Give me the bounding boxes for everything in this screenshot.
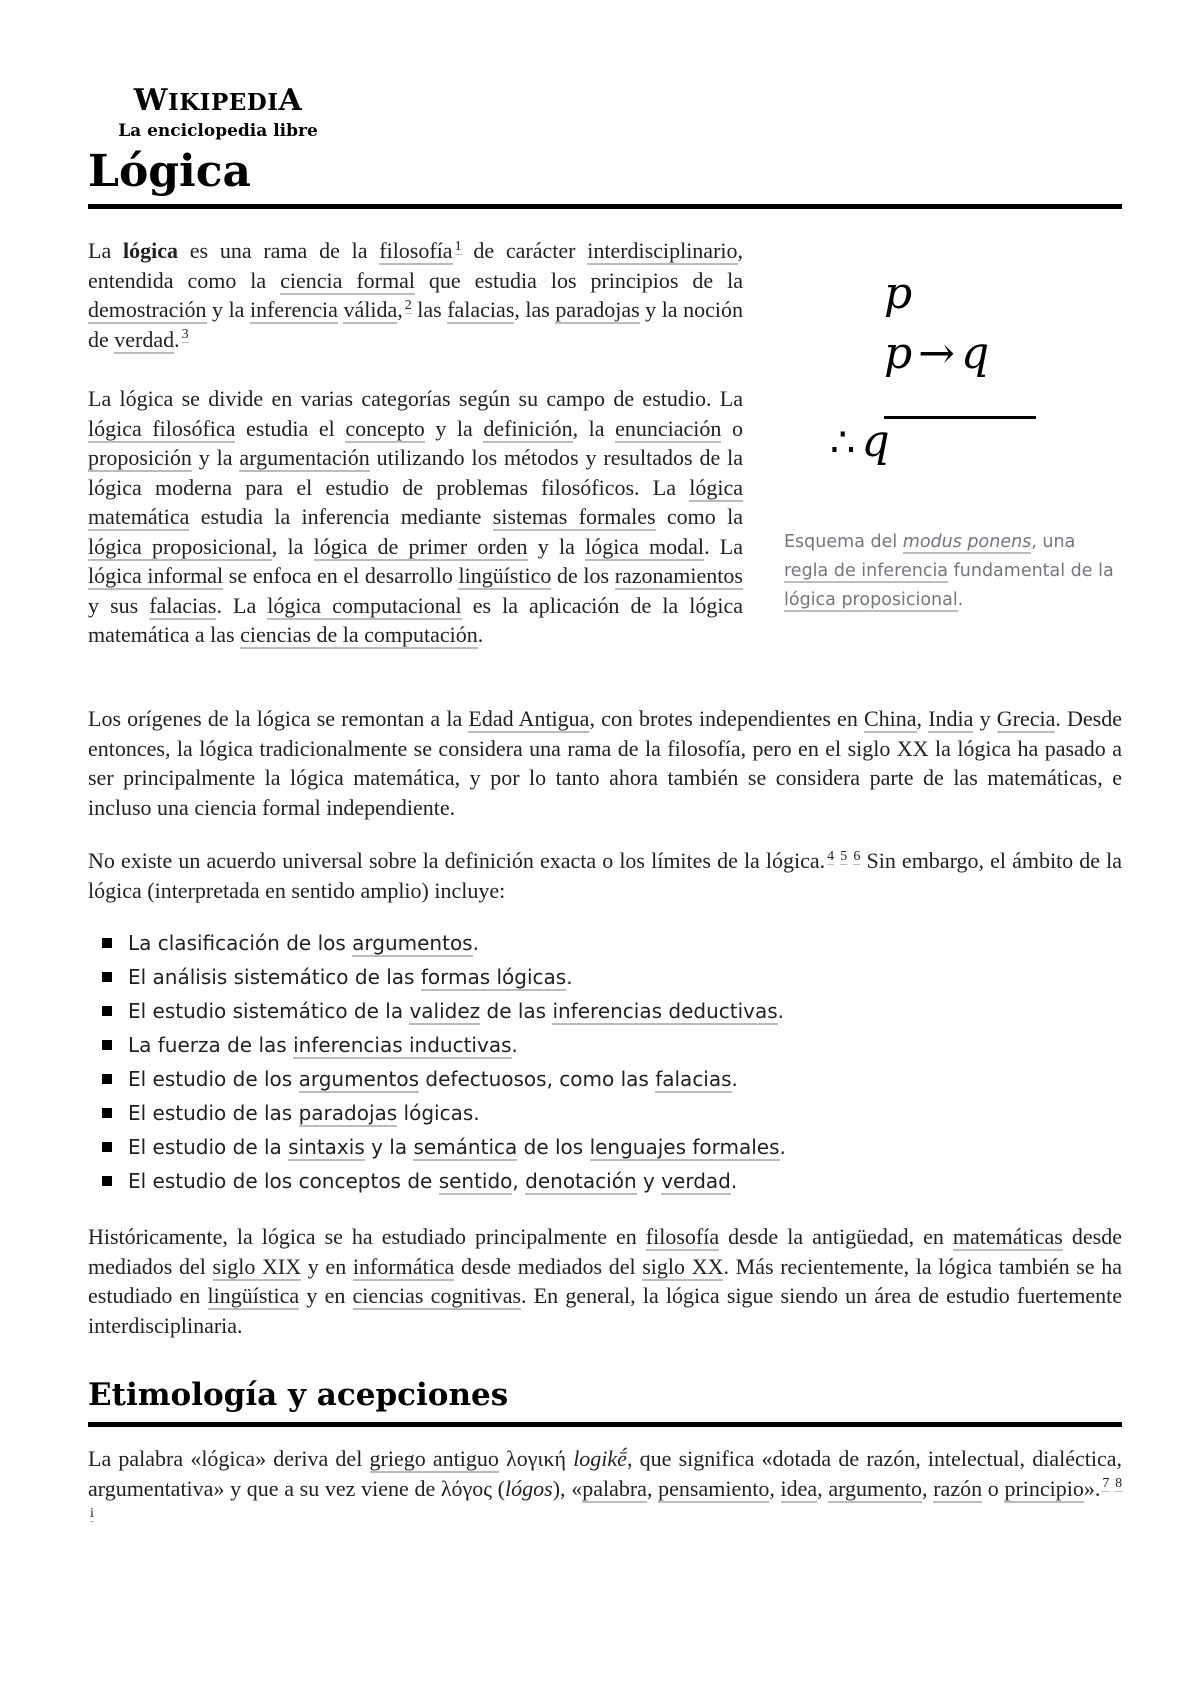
- list-item: El estudio de los argumentos defectuosos, como las falacias.: [88, 1062, 1088, 1096]
- section-heading-etimologia: Etimología y acepciones: [88, 1372, 1122, 1427]
- link-falacias[interactable]: falacias: [447, 297, 515, 322]
- link-grecia[interactable]: Grecia: [996, 706, 1056, 731]
- link-concepto[interactable]: concepto: [345, 415, 425, 441]
- link-logica-proposicional[interactable]: lógica proposicional: [88, 533, 272, 559]
- therefore-symbol: ∴: [830, 420, 856, 466]
- link-china[interactable]: China: [863, 706, 917, 731]
- list-item: El estudio de la sintaxis y la semántica de los lenguajes formales.: [88, 1130, 1088, 1164]
- link-proposicion[interactable]: proposición: [88, 445, 192, 470]
- link-denotacion[interactable]: denotación: [525, 1169, 637, 1193]
- implies-arrow: →: [918, 328, 956, 379]
- list-item: La fuerza de las inferencias inductivas.: [88, 1028, 1088, 1062]
- link-verdad-2[interactable]: verdad: [661, 1169, 731, 1193]
- bullet-icon: [102, 1176, 112, 1186]
- paragraph-scope: No existe un acuerdo universal sobre la definición exacta o los límites de la lógica. $^{4 5 6}$ Sin embargo, el ámbito de la lógica (interpretada en sentido amplio) incluye:: [88, 848, 1123, 903]
- link-falacias-2[interactable]: falacias: [149, 592, 217, 618]
- bullet-icon: [102, 1040, 112, 1050]
- formula-conclusion: ∴ q: [830, 416, 890, 467]
- wikipedia-logo[interactable]: [118, 84, 318, 141]
- link-linguistica[interactable]: lingüística: [207, 1283, 300, 1308]
- bullet-icon: [102, 1006, 112, 1016]
- link-ciencia-formal[interactable]: ciencia formal: [280, 267, 415, 293]
- link-logica-primer-orden[interactable]: lógica de primer orden: [313, 533, 528, 559]
- bullet-icon: [102, 1074, 112, 1084]
- link-india[interactable]: India: [928, 706, 974, 731]
- link-semantica[interactable]: semántica: [413, 1135, 518, 1159]
- link-demostracion[interactable]: demostración: [88, 297, 207, 322]
- link-enunciacion[interactable]: enunciación: [615, 415, 722, 441]
- link-ciencias-computacion[interactable]: ciencias de la computación: [240, 622, 478, 647]
- figure-caption: Esquema del modus ponens, una regla de inferencia fundamental de la lógica proposicional.: [784, 532, 1114, 610]
- link-modus-ponens[interactable]: modus ponens: [902, 532, 1032, 552]
- formula-rule-line: [884, 416, 1036, 419]
- bullet-icon: [102, 972, 112, 982]
- logo-wordmark: WIKIPEDIA: [133, 83, 303, 118]
- logo-tagline: La enciclopedia libre: [118, 121, 318, 141]
- ref-5[interactable]: 5: [840, 848, 848, 864]
- note-i[interactable]: i: [90, 1505, 94, 1521]
- bullet-icon: [102, 1108, 112, 1118]
- link-formas-logicas[interactable]: formas lógicas: [420, 965, 567, 989]
- link-matematicas[interactable]: matemáticas: [952, 1224, 1063, 1249]
- link-informatica[interactable]: informática: [352, 1253, 455, 1279]
- ref-4[interactable]: 4: [827, 848, 835, 864]
- paragraph-origins: Los orígenes de la lógica se remontan a la Edad Antigua, con brotes independientes en China, India y Grecia. Desde entonces, la lógica tradicionalmente se considera una rama de la filosofía, pero en el siglo XX la lógica ha pasado a ser principalmente la lógica matemática, y por lo tanto ahora también se considera parte de las matemáticas, e incluso una ciencia formal independiente.: [88, 706, 1123, 820]
- link-logica-modal[interactable]: lógica modal: [585, 533, 705, 559]
- link-razonamientos[interactable]: razonamientos: [614, 563, 743, 588]
- list-item: El estudio de las paradojas lógicas.: [88, 1096, 1088, 1130]
- ref-2[interactable]: 2: [404, 297, 412, 313]
- ref-8[interactable]: 8: [1115, 1476, 1123, 1492]
- link-idea[interactable]: idea: [780, 1475, 818, 1501]
- link-ciencias-cognitivas[interactable]: ciencias cognitivas: [352, 1283, 522, 1308]
- lead-paragraph-2: La lógica se divide en varias categorías según su campo de estudio. La lógica filosófica estudia el concepto y la definición, la enunciación o proposición y la argumentación utilizando los métodos y resultados de la lógica moderna para el estudio de problemas filosóficos. La lógica matemática estudia la inferencia mediante sistemas formales como la lógica proposicional, la lógica de primer orden y la lógica modal. La lógica informal se enfoca en el desarrollo lingüístico de los razonamientos y sus falacias. La lógica computacional es la aplicación de la lógica matemática a las ciencias de la computación.: [88, 386, 744, 647]
- link-argumentacion[interactable]: argumentación: [239, 445, 370, 470]
- link-sentido[interactable]: sentido: [438, 1169, 513, 1193]
- paragraph-history: Históricamente, la lógica se ha estudiado principalmente en filosofía desde la antigüedad, en matemáticas desde mediados del siglo XIX y en informática desde mediados del siglo XX. Más recientemente, la lógica también se ha estudiado en lingüística y en ciencias cognitivas. En general, la lógica sigue siendo un área de estudio fuertemente interdisciplinaria.: [88, 1224, 1123, 1338]
- link-inferencias-inductivas[interactable]: inferencias inductivas: [293, 1033, 512, 1057]
- bullet-icon: [102, 938, 112, 948]
- link-verdad[interactable]: verdad: [114, 326, 175, 352]
- link-logica-informal[interactable]: lógica informal: [88, 563, 224, 588]
- formula-premise-2: p → q: [884, 328, 990, 379]
- link-paradojas-2[interactable]: paradojas: [298, 1101, 398, 1125]
- link-logica-computacional[interactable]: lógica computacional: [267, 592, 462, 618]
- link-definicion[interactable]: definición: [483, 415, 573, 441]
- link-logica-filosofica[interactable]: lógica filosófica: [88, 415, 236, 441]
- link-palabra[interactable]: palabra: [582, 1475, 647, 1501]
- page-title: Lógica: [88, 144, 1122, 209]
- ref-3[interactable]: 3: [181, 327, 189, 343]
- list-item: El análisis sistemático de las formas lógicas.: [88, 960, 1088, 994]
- link-sintaxis[interactable]: sintaxis: [288, 1135, 365, 1159]
- link-edad-antigua[interactable]: Edad Antigua: [468, 706, 590, 731]
- link-lenguajes-formales[interactable]: lenguajes formales: [589, 1135, 780, 1159]
- bullet-icon: [102, 1142, 112, 1152]
- link-logica-matematica[interactable]: lógica matemática: [88, 474, 743, 529]
- ref-1[interactable]: 1: [454, 238, 462, 254]
- link-interdisciplinario[interactable]: interdisciplinario: [587, 238, 738, 263]
- link-logica-proposicional-caption[interactable]: lógica proposicional: [784, 590, 958, 610]
- paragraph-etymology: La palabra «lógica» deriva del griego antiguo λογική logikḗ, que significa «dotada de razón, intelectual, dialéctica, argumentativa» y que a su vez viene de λόγος (lógos), «palabra, pensamiento, idea, argumento, razón o principio». $^{7 8 i}$: [88, 1446, 1123, 1521]
- link-falacias-3[interactable]: falacias: [655, 1067, 732, 1091]
- link-filosofia[interactable]: filosofía: [379, 238, 453, 263]
- ref-6[interactable]: 6: [853, 848, 861, 864]
- modus-ponens-figure: [784, 268, 1122, 610]
- link-siglo-xix[interactable]: siglo XIX: [212, 1253, 302, 1279]
- list-item: El estudio sistemático de la validez de las inferencias deductivas.: [88, 994, 1088, 1028]
- ref-7[interactable]: 7: [1102, 1476, 1110, 1492]
- link-razon[interactable]: razón: [933, 1475, 983, 1501]
- lead-paragraph-1: La lógica es una rama de la filosofía $^1$ de carácter interdisciplinario, entendida como la ciencia formal que estudia los principios de la demostración y la inferencia válida, $^2$ las falacias, las paradojas y la noción de verdad. $^3$: [88, 238, 744, 352]
- link-argumentos-2[interactable]: argumentos: [298, 1067, 420, 1091]
- link-paradojas[interactable]: paradojas: [555, 297, 640, 322]
- scope-list: [88, 926, 1088, 1198]
- link-griego-antiguo[interactable]: griego antiguo: [369, 1446, 499, 1471]
- link-inferencia[interactable]: inferencia: [249, 297, 338, 322]
- link-argumento[interactable]: argumento: [828, 1475, 923, 1501]
- link-filosofia-2[interactable]: filosofía: [645, 1224, 720, 1249]
- link-valida[interactable]: válida: [343, 297, 398, 322]
- link-pensamiento[interactable]: pensamiento: [658, 1475, 770, 1501]
- list-item: La clasificación de los argumentos.: [88, 926, 1088, 960]
- link-sistemas-formales[interactable]: sistemas formales: [492, 504, 656, 529]
- link-validez[interactable]: validez: [409, 999, 481, 1023]
- link-principio[interactable]: principio: [1004, 1475, 1084, 1501]
- modus-ponens-formula[interactable]: [784, 268, 1122, 488]
- list-item: El estudio de los conceptos de sentido, denotación y verdad.: [88, 1164, 1088, 1198]
- link-regla-inferencia[interactable]: regla de inferencia: [784, 561, 949, 581]
- link-siglo-xx[interactable]: siglo XX: [642, 1253, 724, 1279]
- link-linguistico[interactable]: lingüístico: [458, 563, 552, 588]
- formula-premise-1: p: [884, 268, 913, 319]
- link-argumentos[interactable]: argumentos: [352, 931, 473, 955]
- link-inferencias-deductivas[interactable]: inferencias deductivas: [552, 999, 778, 1023]
